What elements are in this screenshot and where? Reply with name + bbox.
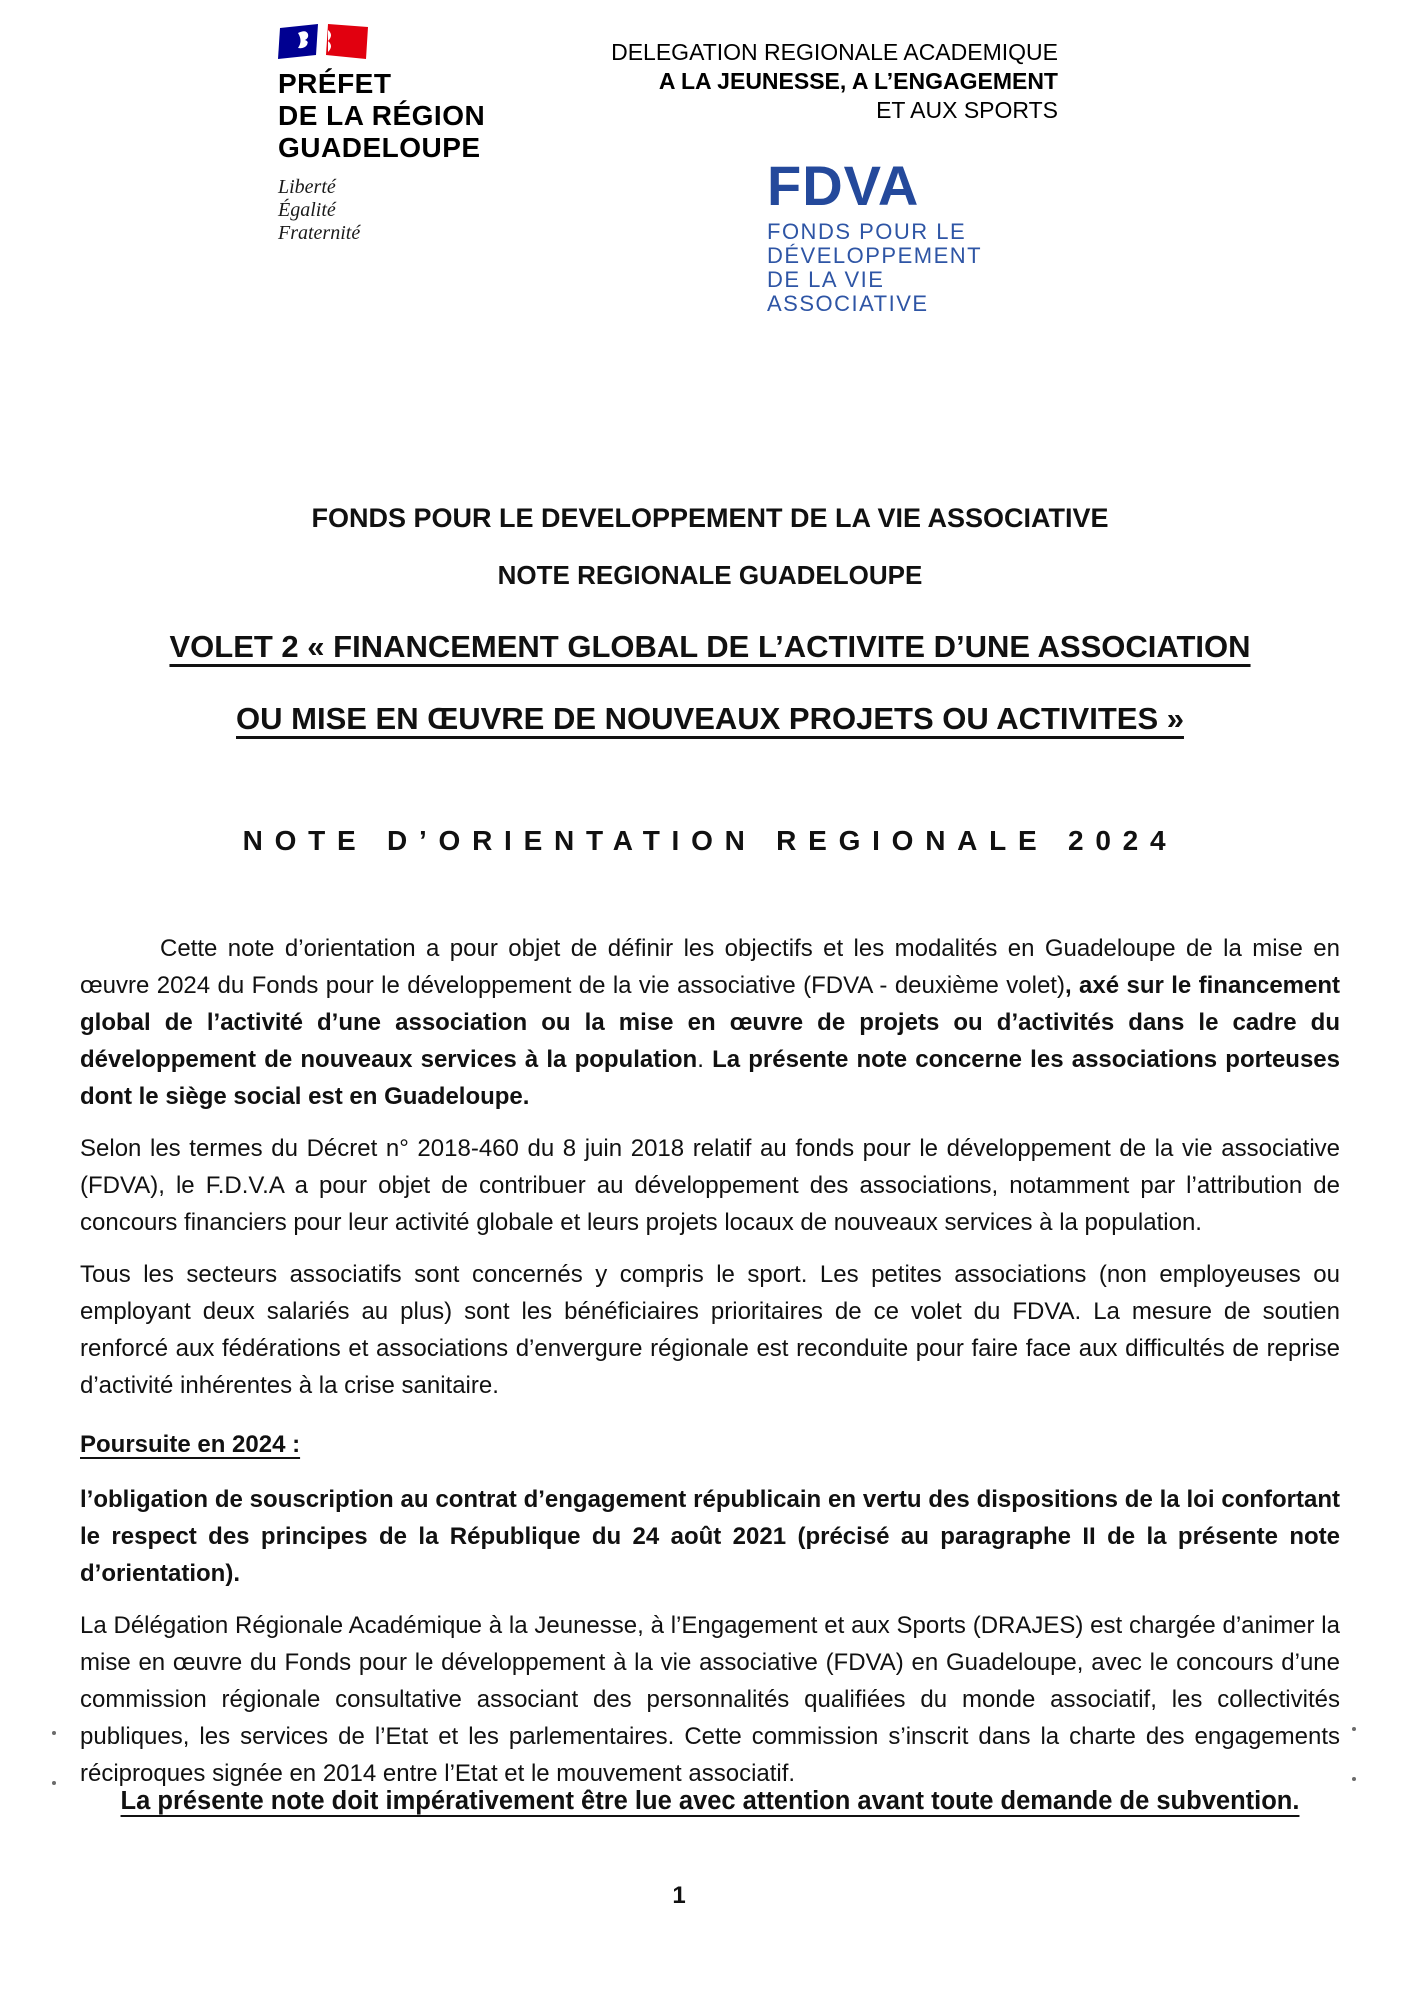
fdva-subtitle-line3: DE LA VIE bbox=[767, 267, 885, 292]
paragraph-drajes: La Délégation Régionale Académique à la Jeunesse, à l’Engagement et aux Sports (DRAJES) est chargée d’animer la mise en œuvre du Fonds pour le développement à la vie associative (FDVA) en Guadeloupe, avec le concours d’une commission régionale consultative associant des personnalités qualifiées du monde associatif, les collectivités publiques, les services de l’Etat et les parlementaires. Cette commission s’inscrit dans la charte des engagements réciproques signée en 2014 entre l’Etat et le mouvement associatif. bbox=[80, 1612, 1340, 1787]
scan-artifact-dot bbox=[52, 1781, 56, 1785]
paragraph-secteurs: Tous les secteurs associatifs sont concernés y compris le sport. Les petites associations (non employeuses ou employant deux salariés au plus) sont les bénéficiaires prioritaires de ce volet du FDVA. La mesure de soutien renforcé aux fédérations et associations d’envergure régionale est reconduite pour faire face aux difficultés de reprise d’activité inhérentes à la crise sanitaire. bbox=[80, 1261, 1340, 1399]
paragraph-intro bbox=[80, 930, 1340, 1115]
prefet-logo-line2: DE LA RÉGION bbox=[278, 100, 486, 131]
fdva-subtitle-line4: ASSOCIATIVE bbox=[767, 291, 929, 316]
fdva-logo bbox=[767, 154, 983, 316]
document-title: FONDS POUR LE DEVELOPPEMENT DE LA VIE ASSOCIATIVE bbox=[311, 503, 1109, 533]
fdva-acronym: FDVA bbox=[767, 154, 920, 217]
paragraph-intro-run3: . bbox=[697, 1046, 713, 1073]
fdva-subtitle-line2: DÉVELOPPEMENT bbox=[767, 243, 983, 268]
document-subtitle: NOTE REGIONALE GUADELOUPE bbox=[497, 560, 923, 590]
scan-artifact-dot bbox=[52, 1731, 56, 1735]
page-header bbox=[0, 0, 1413, 320]
page-number: 1 bbox=[672, 1882, 686, 1909]
drajes-line2: A LA JEUNESSE, A L’ENGAGEMENT bbox=[658, 68, 1058, 94]
french-flag-marianne-icon bbox=[278, 24, 370, 60]
volet-title-line2: OU MISE EN ŒUVRE DE NOUVEAUX PROJETS OU ACTIVITES » bbox=[236, 701, 1184, 736]
poursuite-heading: Poursuite en 2024 : bbox=[80, 1431, 301, 1458]
body-text bbox=[80, 930, 1340, 1792]
paragraph-obligation: l’obligation de souscription au contrat d’engagement républicain en vertu des dispositions de la loi confortant le respect des principes de la République du 24 août 2021 (précisé au paragraphe II de la présente note d’orientation). bbox=[80, 1486, 1340, 1587]
paragraph-decret: Selon les termes du Décret n° 2018-460 du 8 juin 2018 relatif au fonds pour le développement de la vie associative (FDVA), le F.D.V.A a pour objet de contribuer au développement des associations, notamment par l’attribution de concours financiers pour leur activité globale et leurs projets locaux de nouveaux services à la population. bbox=[80, 1135, 1340, 1236]
motto-egalite: Égalité bbox=[278, 199, 336, 221]
prefet-logo-line1: PRÉFET bbox=[278, 68, 392, 99]
prefet-logo-line3: GUADELOUPE bbox=[278, 132, 481, 163]
motto-liberte: Liberté bbox=[278, 176, 336, 198]
paragraph-intro-run2: , axé sur le financement global de l’activité d’une association ou la mise en œuvre de projets ou d’activités dans le cadre du développement de nouveaux services à la population bbox=[80, 972, 1341, 1073]
paragraph-intro-run1: Cette note d’orientation a pour objet de définir les objectifs et les modalités en Guadeloupe de la mise en œuvre 2024 du Fonds pour le développement de la vie associative (FDVA - deuxième volet) bbox=[80, 935, 1340, 999]
scan-artifact-dot bbox=[1352, 1777, 1356, 1781]
paragraph-intro-run4: La présente note concerne les associations porteuses dont le siège social est en Guadeloupe. bbox=[80, 1046, 1340, 1110]
prefet-region-guadeloupe-logo bbox=[278, 24, 485, 245]
drajes-header-block bbox=[611, 38, 1058, 125]
republic-motto bbox=[278, 176, 485, 245]
volet-title-line1: VOLET 2 « FINANCEMENT GLOBAL DE L’ACTIVITE D’UNE ASSOCIATION bbox=[169, 629, 1251, 664]
drajes-line1: DELEGATION REGIONALE ACADEMIQUE bbox=[611, 39, 1058, 65]
final-notice: La présente note doit impérativement être lue avec attention avant toute demande de subvention. bbox=[120, 1787, 1300, 1815]
scan-artifact-dot bbox=[1352, 1727, 1356, 1731]
fdva-subtitle-line1: FONDS POUR LE bbox=[767, 219, 967, 244]
motto-fraternite: Fraternité bbox=[278, 222, 361, 244]
drajes-line3: ET AUX SPORTS bbox=[876, 97, 1058, 123]
orientation-title: NOTE D’ORIENTATION REGIONALE 2024 bbox=[242, 825, 1178, 856]
